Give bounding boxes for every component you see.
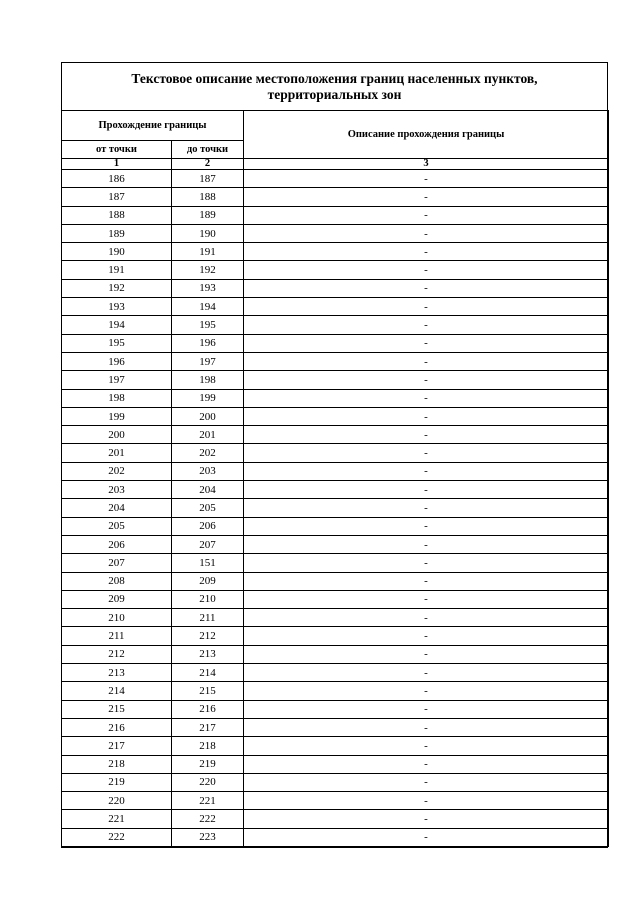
cell-from-point: 193: [62, 298, 172, 316]
cell-to-point: 207: [172, 535, 244, 553]
cell-to-point: 220: [172, 773, 244, 791]
cell-from-point: 211: [62, 627, 172, 645]
cell-description: -: [244, 426, 609, 444]
cell-description: -: [244, 718, 609, 736]
cell-to-point: 216: [172, 700, 244, 718]
table-row: [62, 316, 609, 334]
table-row: [62, 206, 609, 224]
cell-from-point: 199: [62, 407, 172, 425]
cell-description: -: [244, 261, 609, 279]
header-description: Описание прохождения границы: [244, 111, 609, 159]
cell-to-point: 205: [172, 499, 244, 517]
cell-to-point: 222: [172, 810, 244, 828]
table-row: [62, 444, 609, 462]
table-row: [62, 462, 609, 480]
cell-description: -: [244, 279, 609, 297]
cell-description: -: [244, 316, 609, 334]
cell-to-point: 193: [172, 279, 244, 297]
table-row: [62, 700, 609, 718]
table-body: [62, 170, 609, 847]
cell-description: -: [244, 407, 609, 425]
cell-description: -: [244, 737, 609, 755]
cell-to-point: 221: [172, 792, 244, 810]
cell-from-point: 214: [62, 682, 172, 700]
table-row: [62, 627, 609, 645]
cell-from-point: 198: [62, 389, 172, 407]
table-row: [62, 352, 609, 370]
table-row: [62, 810, 609, 828]
table-row: [62, 389, 609, 407]
document-title: [62, 63, 607, 111]
cell-from-point: 203: [62, 481, 172, 499]
cell-from-point: 217: [62, 737, 172, 755]
header-col-number-2: 2: [172, 159, 244, 170]
table-row: [62, 517, 609, 535]
cell-from-point: 195: [62, 334, 172, 352]
title-line-2: территориальных зон: [267, 86, 402, 102]
cell-to-point: 201: [172, 426, 244, 444]
cell-from-point: 213: [62, 664, 172, 682]
cell-description: -: [244, 371, 609, 389]
header-from-point: от точки: [62, 141, 172, 159]
cell-description: -: [244, 609, 609, 627]
cell-to-point: 218: [172, 737, 244, 755]
cell-description: -: [244, 243, 609, 261]
cell-from-point: 219: [62, 773, 172, 791]
cell-description: -: [244, 462, 609, 480]
cell-description: -: [244, 535, 609, 553]
cell-from-point: 222: [62, 828, 172, 846]
cell-to-point: 194: [172, 298, 244, 316]
cell-from-point: 202: [62, 462, 172, 480]
cell-to-point: 198: [172, 371, 244, 389]
table-row: [62, 718, 609, 736]
header-col-number-3: 3: [244, 159, 609, 170]
header-to-point: до точки: [172, 141, 244, 159]
cell-from-point: 190: [62, 243, 172, 261]
cell-to-point: 202: [172, 444, 244, 462]
cell-description: -: [244, 792, 609, 810]
header-boundary-passage: Прохождение границы: [62, 111, 244, 141]
cell-to-point: 219: [172, 755, 244, 773]
header-col-number-1: 1: [62, 159, 172, 170]
cell-from-point: 191: [62, 261, 172, 279]
cell-description: -: [244, 664, 609, 682]
cell-from-point: 209: [62, 590, 172, 608]
cell-from-point: 201: [62, 444, 172, 462]
cell-to-point: 197: [172, 352, 244, 370]
cell-to-point: 210: [172, 590, 244, 608]
table-row: [62, 499, 609, 517]
cell-from-point: 216: [62, 718, 172, 736]
cell-to-point: 209: [172, 572, 244, 590]
cell-description: -: [244, 627, 609, 645]
cell-to-point: 191: [172, 243, 244, 261]
table-row: [62, 792, 609, 810]
cell-from-point: 186: [62, 170, 172, 188]
cell-to-point: 151: [172, 554, 244, 572]
cell-description: -: [244, 444, 609, 462]
table-row: [62, 224, 609, 242]
table-row: [62, 279, 609, 297]
table-row: [62, 407, 609, 425]
cell-to-point: 190: [172, 224, 244, 242]
cell-from-point: 200: [62, 426, 172, 444]
cell-description: -: [244, 828, 609, 846]
cell-from-point: 194: [62, 316, 172, 334]
cell-description: -: [244, 298, 609, 316]
boundary-table: [61, 110, 609, 847]
cell-from-point: 197: [62, 371, 172, 389]
cell-description: -: [244, 590, 609, 608]
cell-description: -: [244, 554, 609, 572]
table-row: [62, 609, 609, 627]
cell-from-point: 192: [62, 279, 172, 297]
cell-to-point: 204: [172, 481, 244, 499]
table-row: [62, 645, 609, 663]
table-row: [62, 773, 609, 791]
cell-to-point: 196: [172, 334, 244, 352]
table-row: [62, 554, 609, 572]
cell-from-point: 196: [62, 352, 172, 370]
table-row: [62, 261, 609, 279]
cell-description: -: [244, 170, 609, 188]
cell-description: -: [244, 572, 609, 590]
cell-description: -: [244, 352, 609, 370]
cell-from-point: 205: [62, 517, 172, 535]
table-row: [62, 682, 609, 700]
cell-to-point: 214: [172, 664, 244, 682]
cell-description: -: [244, 188, 609, 206]
cell-to-point: 223: [172, 828, 244, 846]
cell-to-point: 188: [172, 188, 244, 206]
cell-from-point: 206: [62, 535, 172, 553]
cell-to-point: 212: [172, 627, 244, 645]
table-row: [62, 755, 609, 773]
cell-to-point: 203: [172, 462, 244, 480]
cell-to-point: 217: [172, 718, 244, 736]
table-row: [62, 298, 609, 316]
cell-from-point: 204: [62, 499, 172, 517]
table-row: [62, 737, 609, 755]
cell-from-point: 210: [62, 609, 172, 627]
cell-from-point: 215: [62, 700, 172, 718]
table-row: [62, 371, 609, 389]
cell-to-point: 192: [172, 261, 244, 279]
cell-from-point: 189: [62, 224, 172, 242]
cell-from-point: 187: [62, 188, 172, 206]
cell-description: -: [244, 645, 609, 663]
cell-from-point: 212: [62, 645, 172, 663]
table-row: [62, 188, 609, 206]
cell-from-point: 218: [62, 755, 172, 773]
document-frame: [61, 62, 608, 848]
cell-from-point: 221: [62, 810, 172, 828]
table-row: [62, 426, 609, 444]
cell-description: -: [244, 517, 609, 535]
cell-to-point: 213: [172, 645, 244, 663]
cell-description: -: [244, 389, 609, 407]
cell-to-point: 187: [172, 170, 244, 188]
cell-description: -: [244, 755, 609, 773]
cell-from-point: 208: [62, 572, 172, 590]
cell-to-point: 195: [172, 316, 244, 334]
cell-to-point: 199: [172, 389, 244, 407]
cell-description: -: [244, 481, 609, 499]
table-row: [62, 828, 609, 846]
cell-description: -: [244, 700, 609, 718]
cell-to-point: 200: [172, 407, 244, 425]
cell-from-point: 220: [62, 792, 172, 810]
cell-description: -: [244, 773, 609, 791]
table-row: [62, 243, 609, 261]
cell-description: -: [244, 682, 609, 700]
cell-to-point: 215: [172, 682, 244, 700]
cell-description: -: [244, 206, 609, 224]
cell-from-point: 207: [62, 554, 172, 572]
cell-to-point: 189: [172, 206, 244, 224]
cell-to-point: 211: [172, 609, 244, 627]
table-row: [62, 481, 609, 499]
table-row: [62, 572, 609, 590]
table-row: [62, 334, 609, 352]
table-row: [62, 170, 609, 188]
cell-description: -: [244, 224, 609, 242]
title-line-1: Текстовое описание местоположения границ населенных пунктов,: [131, 70, 538, 86]
cell-description: -: [244, 499, 609, 517]
cell-to-point: 206: [172, 517, 244, 535]
cell-from-point: 188: [62, 206, 172, 224]
table-row: [62, 535, 609, 553]
cell-description: -: [244, 334, 609, 352]
table-row: [62, 664, 609, 682]
cell-description: -: [244, 810, 609, 828]
table-row: [62, 590, 609, 608]
